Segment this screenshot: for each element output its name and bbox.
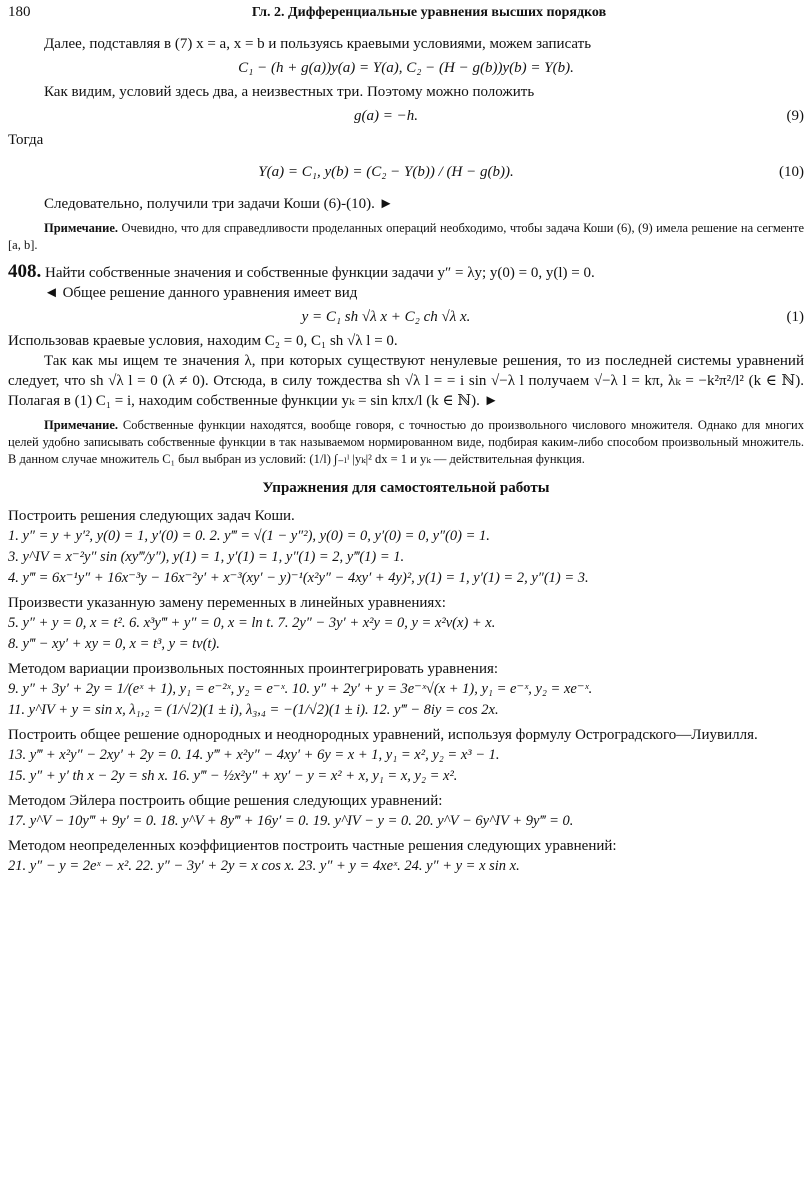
page-number: 180 <box>8 4 31 20</box>
formula-number: (10) <box>779 163 804 180</box>
note-label: Примечание. <box>44 221 119 235</box>
formula-body: Y(a) = C₁, y(b) = (C₂ − Y(b)) / (H − g(b)). <box>258 163 514 180</box>
exercise-intro: Построить решения следующих задач Коши. <box>8 508 295 524</box>
exercise-intro: Методом Эйлера построить общие решения следующих уравнений: <box>8 793 443 809</box>
exercise-line: 17. y^V − 10y‴ + 9y′ = 0. 18. y^V + 8y‴ + 16y′ = 0. 19. y^IV − y = 0. 20. y^V − 6y^IV + 9y‴ = 0. <box>8 813 574 829</box>
formula-body: y = C₁ sh √λ x + C₂ ch √λ x. <box>301 308 471 325</box>
exercise-intro: Построить общее решение однородных и неоднородных уравнений, используя формулу Остроградского—Лиувилля. <box>8 727 758 743</box>
exercise-line: 11. y^IV + y = sin x, λ₁,₂ = (1/√2)(1 ± i), λ₃,₄ = −(1/√2)(1 ± i). 12. y‴ − 8iy = cos 2x. <box>8 702 499 718</box>
paragraph-eigenvalues: Так как мы ищем те значения λ, при которых существуют ненулевые решения, то из последней системы уравнений следует, что sh √λ l = 0 (λ ≠ 0). Отсюда, в силу тождества sh √λ l = = i sin √−λ l получаем √−λ l = kπ, λₖ = −k²π²/l² (k ∈ ℕ). Полагая в (1) C₁ = i, находим собственные функции yₖ = sin kπx/l (k ∈ ℕ). ► <box>8 353 804 409</box>
paragraph-boundary-use: Использовав краевые условия, находим C₂ = 0, C₁ sh √λ l = 0. <box>8 333 398 349</box>
exercise-line: 13. y‴ + x²y″ − 2xy′ + 2y = 0. 14. y‴ + x²y″ − 4xy′ + 6y = x + 1, y₁ = x², y₂ = x³ − 1. <box>8 747 500 763</box>
exercise-line: 3. y^IV = x⁻²y″ sin (xy‴/y″), y(1) = 1, y′(1) = 1, y″(1) = 2, y‴(1) = 1. <box>8 549 405 565</box>
formula-10 <box>8 150 804 194</box>
paragraph-general-solution: ◄ Общее решение данного уравнения имеет вид <box>44 285 358 301</box>
note-text: Собственные функции находятся, вообще говоря, с точностью до произвольного числового множителя. Однако для многих целей удобно записывать собственные функции в так называемом нормированном виде, подбирая каким-либо способом произвольный множитель. В данном случае множитель C₁ был выбран из условий: (1/l) ∫₋ₗˡ |yₖ|² dx = 1 и yₖ — действительная функция. <box>8 418 804 466</box>
chapter-title: Гл. 2. Дифференциальные уравнения высших порядков <box>251 5 607 20</box>
exercise-intro: Методом неопределенных коэффициентов построить частные решения следующих уравнений: <box>8 838 617 854</box>
exercises-heading: Упражнения для самостоятельной работы <box>262 480 550 496</box>
problem-408-statement <box>8 262 804 283</box>
formula-body: g(a) = −h. <box>354 107 418 124</box>
formula-1 <box>8 303 804 331</box>
exercise-line: 21. y″ − y = 2eˣ − x². 22. y″ − 3y′ + 2y = x cos x. 23. y″ + y = 4xeˣ. 24. y″ + y = x sin x. <box>8 858 520 874</box>
paragraph-substitution: Далее, подставляя в (7) x = a, x = b и пользуясь краевыми условиями, можем записать <box>44 36 592 52</box>
exercise-line: 15. y″ + y′ th x − 2y = sh x. 16. y‴ − ½x²y″ + xy′ − y = x² + x, y₁ = x, y₂ = x². <box>8 768 458 784</box>
exercise-line: 5. y″ + y = 0, x = t². 6. x³y‴ + y″ = 0, x = ln t. 7. 2y″ − 3y′ + x²y = 0, y = x²v(x) + x. <box>8 615 496 631</box>
formula-9 <box>8 102 804 130</box>
formula-boundary-conditions <box>8 54 804 82</box>
exercise-intro: Произвести указанную замену переменных в линейных уравнениях: <box>8 595 446 611</box>
formula-number: (1) <box>786 308 804 325</box>
formula-body: C₁ − (h + g(a))y(a) = Y(a), C₂ − (H − g(b))y(b) = Y(b). <box>238 59 574 76</box>
exercise-line: 1. y″ = y + y′², y(0) = 1, y′(0) = 0. 2. y‴ = √(1 − y″²), y(0) = 0, y′(0) = 0, y″(0) = 1. <box>8 528 490 544</box>
note-label: Примечание. <box>44 418 119 432</box>
formula-number: (9) <box>786 107 804 124</box>
note-block <box>8 417 804 468</box>
exercise-line: 8. y‴ − xy′ + xy = 0, x = t³, y = tv(t). <box>8 636 220 652</box>
exercise-line: 9. y″ + 3y′ + 2y = 1/(eˣ + 1), y₁ = e⁻²ˣ, y₂ = e⁻ˣ. 10. y″ + 2y′ + y = 3e⁻ˣ√(x + 1), y₁ = e⁻ˣ, y₂ = xe⁻ˣ. <box>8 681 593 697</box>
exercise-intro: Методом вариации произвольных постоянных проинтегрировать уравнения: <box>8 661 499 677</box>
exercise-line: 4. y‴ = 6x⁻¹y″ + 16x⁻³y − 16x⁻²y′ + x⁻³(xy′ − y)⁻¹(x²y″ − 4xy′ + 4y)², y(1) = 1, y′(1) = 2, y″(1) = 3. <box>8 570 589 586</box>
paragraph-conditions: Как видим, условий здесь два, а неизвестных три. Поэтому можно положить <box>44 84 535 100</box>
running-header <box>8 4 804 34</box>
note-block <box>8 220 804 254</box>
note-text: Очевидно, что для справедливости проделанных операций необходимо, чтобы задача Коши (6), (9) имела решение на сегменте [a, b]. <box>8 221 804 252</box>
paragraph-cauchy-problems: Следовательно, получили три задачи Коши (6)-(10). ► <box>44 196 394 212</box>
paragraph-then: Тогда <box>8 132 44 148</box>
problem-text: Найти собственные значения и собственные функции задачи y″ = λy; y(0) = 0, y(l) = 0. <box>41 265 595 281</box>
problem-number: 408. <box>8 261 42 282</box>
